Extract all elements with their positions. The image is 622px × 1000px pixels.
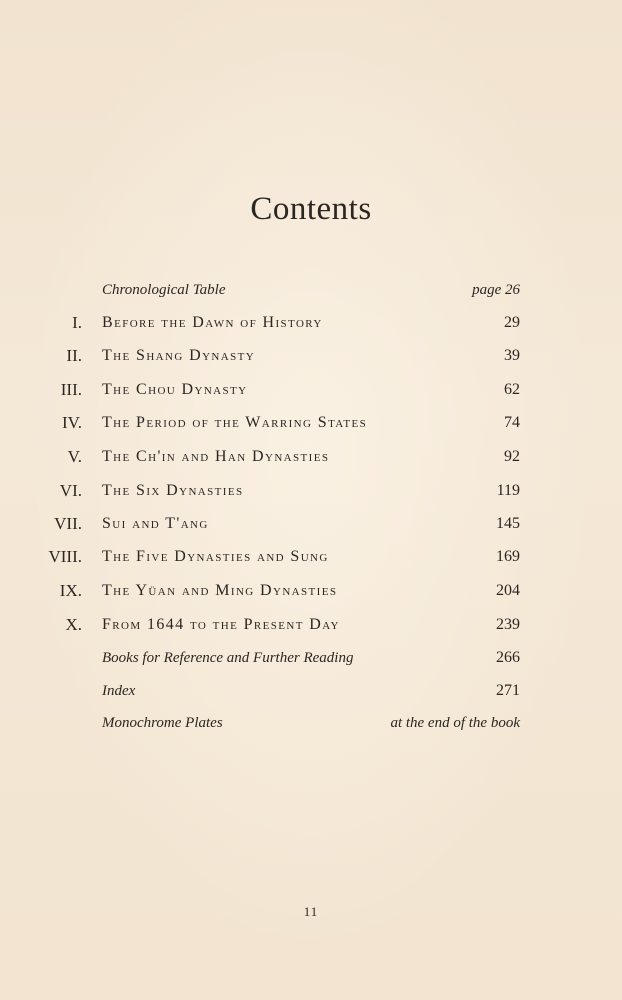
toc-entry-page: 92	[504, 448, 520, 465]
toc-entry-chapter-2	[0, 343, 622, 369]
toc-entry-chapter-1	[0, 310, 622, 336]
toc-entry-page: 62	[504, 381, 520, 398]
toc-entry-label: From 1644 to the Present Day	[102, 616, 340, 633]
toc-entry-label: Before the Dawn of History	[102, 314, 323, 331]
toc-entry-label: Books for Reference and Further Reading	[102, 650, 354, 666]
toc-entry-chapter-4	[0, 410, 622, 436]
toc-entry-number: VIII.	[48, 547, 82, 566]
toc-entry-label: The Yüan and Ming Dynasties	[102, 582, 338, 599]
toc-entry-label: The Shang Dynasty	[102, 347, 256, 364]
toc-entry-page: at the end of the book	[390, 715, 520, 731]
toc-entry-page: 39	[504, 347, 520, 364]
toc-entry-page: 271	[496, 682, 520, 699]
toc-entry-index	[0, 678, 622, 704]
toc-entry-page: 119	[496, 482, 520, 499]
toc-entry-page: 266	[496, 649, 520, 666]
toc-entry-number: IX.	[59, 581, 82, 600]
toc-entry-page: 74	[504, 414, 520, 431]
toc-entry-number: X.	[65, 615, 82, 634]
toc-entry-number: II.	[66, 346, 82, 365]
toc-entry-chapter-3	[0, 377, 622, 403]
toc-entry-label: Chronological Table	[102, 282, 226, 298]
toc-entry-number: I.	[72, 313, 82, 332]
toc-entry-label: Sui and T'ang	[102, 515, 209, 532]
toc-entry-page: page 26	[472, 282, 520, 298]
toc-entry-number: VII.	[54, 514, 82, 533]
toc-entry-number: V.	[67, 447, 82, 466]
toc-entry-label: The Chou Dynasty	[102, 381, 248, 398]
toc-entry-chapter-8	[0, 544, 622, 570]
toc-entry-label: The Five Dynasties and Sung	[102, 548, 329, 565]
toc-entry-number: VI.	[59, 481, 82, 500]
toc-entry-chapter-7	[0, 511, 622, 537]
page-number: 11	[303, 904, 319, 919]
toc-entry-label: Monochrome Plates	[102, 715, 223, 731]
toc-entry-chapter-9	[0, 578, 622, 604]
toc-entry-monochrome-plates	[0, 710, 622, 736]
toc-entry-label: Index	[102, 683, 136, 699]
toc-entry-label: The Period of the Warring States	[102, 414, 368, 431]
toc-entry-page: 239	[496, 616, 520, 633]
toc-entry-chapter-10	[0, 612, 622, 638]
toc-entry-page: 204	[496, 582, 520, 599]
toc-entry-chronological-table	[0, 277, 622, 303]
toc-entry-chapter-6	[0, 478, 622, 504]
toc-entry-label: The Six Dynasties	[102, 482, 244, 499]
toc-entry-page: 29	[504, 314, 520, 331]
toc-entry-page: 169	[496, 548, 520, 565]
toc-entry-page: 145	[496, 515, 520, 532]
toc-entry-number: IV.	[62, 413, 82, 432]
toc-entry-books-for-reference	[0, 645, 622, 671]
toc-entry-number: III.	[60, 380, 82, 399]
page-title: Contents	[250, 191, 372, 227]
toc-entry-chapter-5	[0, 444, 622, 470]
toc-entry-label: The Ch'in and Han Dynasties	[102, 448, 330, 465]
